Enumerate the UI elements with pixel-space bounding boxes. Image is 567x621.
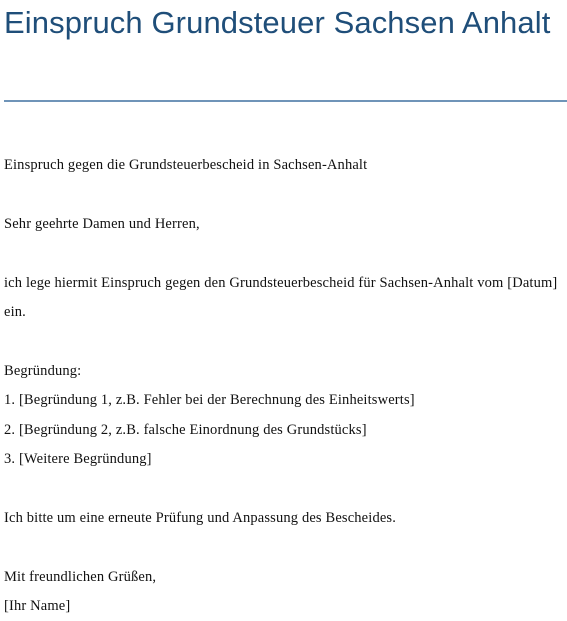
- signature-placeholder: [Ihr Name]: [4, 598, 71, 614]
- document-title: Einspruch Grundsteuer Sachsen Anhalt: [4, 5, 551, 40]
- intro-line-2: ein.: [4, 304, 26, 320]
- reason-item: 3. [Weitere Begründung]: [4, 451, 152, 467]
- subject-line: Einspruch gegen die Grundsteuerbescheid in Sachsen-Anhalt: [4, 157, 368, 173]
- salutation: Sehr geehrte Damen und Herren,: [4, 216, 200, 232]
- title-divider: [4, 100, 567, 102]
- closing-line: Mit freundlichen Grüßen,: [4, 569, 157, 585]
- intro-line-1: ich lege hiermit Einspruch gegen den Grundsteuerbescheid für Sachsen-Anhalt vom [Datum]: [4, 275, 558, 291]
- reason-heading: Begründung:: [4, 363, 82, 379]
- request-line: Ich bitte um eine erneute Prüfung und Anpassung des Bescheides.: [4, 510, 397, 526]
- reason-item: 2. [Begründung 2, z.B. falsche Einordnung des Grundstücks]: [4, 422, 367, 438]
- reason-item: 1. [Begründung 1, z.B. Fehler bei der Berechnung des Einheitswerts]: [4, 392, 415, 408]
